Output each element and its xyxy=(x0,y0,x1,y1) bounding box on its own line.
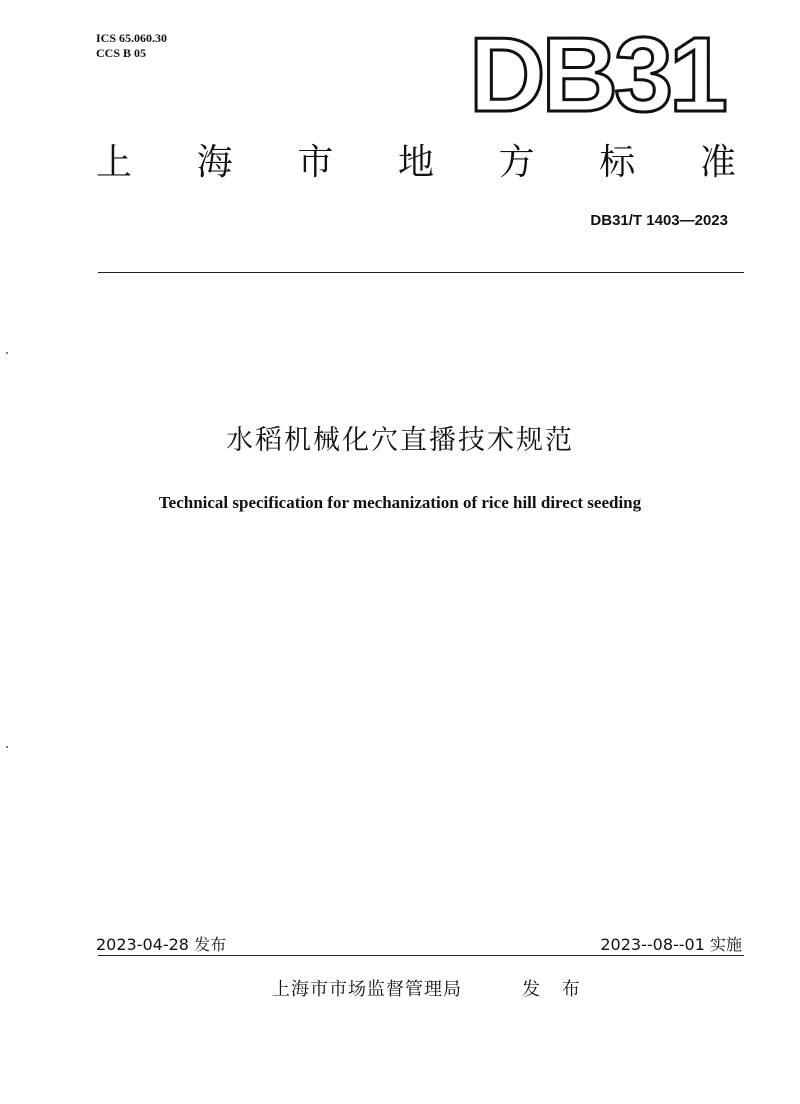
classification-codes xyxy=(96,31,167,61)
standard-type-char: 标 xyxy=(599,142,636,183)
standard-type-title xyxy=(96,138,736,188)
publish-date: 2023-04-28 发布 xyxy=(96,935,227,954)
standard-number: DB31/T 1403—2023 xyxy=(590,212,728,229)
standard-type-char: 方 xyxy=(498,142,535,183)
header-divider xyxy=(98,272,744,273)
standard-type-char: 上 xyxy=(96,142,133,183)
scan-speck xyxy=(6,746,8,748)
standard-type-char: 海 xyxy=(196,142,233,183)
document-title: 水稻机械化穴直播技术规范 xyxy=(226,425,574,456)
scan-speck xyxy=(6,352,8,354)
standard-type-char: 市 xyxy=(297,142,334,183)
standard-type-char: 准 xyxy=(699,142,736,183)
footer-divider xyxy=(98,955,744,956)
implement-date: 2023--08--01 实施 xyxy=(600,935,742,954)
ccs-code: CCS B 05 xyxy=(96,46,147,60)
ics-code: ICS 65.060.30 xyxy=(96,31,168,45)
issued-label: 发 布 xyxy=(522,979,588,1000)
issuing-authority: 上海市市场监督管理局 xyxy=(272,979,462,1000)
document-title-english: Technical specification for mechanization of rice hill direct seeding xyxy=(158,493,642,512)
db31-logo: DB31 xyxy=(468,16,724,134)
standard-type-char: 地 xyxy=(397,142,434,183)
